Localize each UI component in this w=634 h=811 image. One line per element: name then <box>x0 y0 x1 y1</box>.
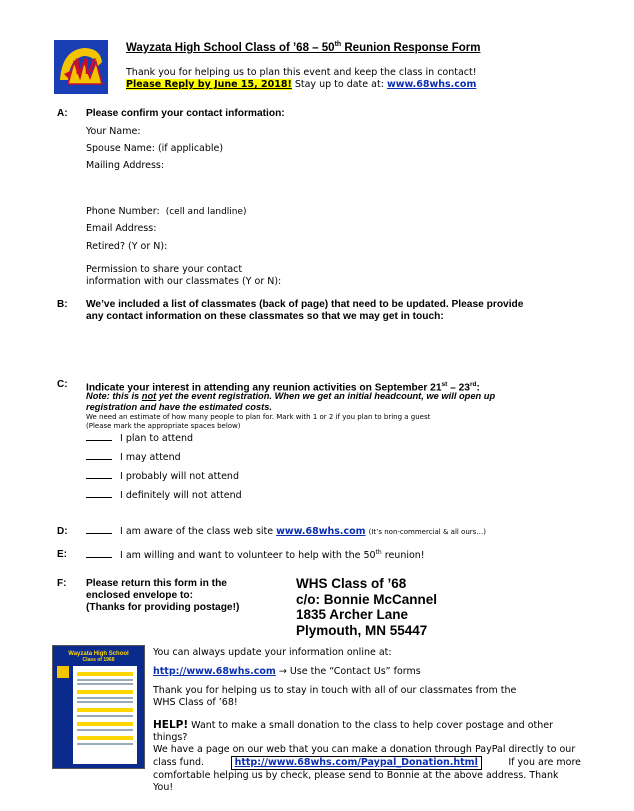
site-url-link[interactable]: http://www.68whs.com <box>153 666 276 677</box>
section-c-estimate: We need an estimate of how many people to plan for. Mark with 1 or 2 if you plan to bring a guest (Please mark the appropriate spaces below) <box>86 413 431 430</box>
help-text: HELP! Want to make a small donation to the class to help cover postage and other things? We have a page on our web that you can make a donation through PayPal directly to our class fund. http://www.68whs.com/Paypal_Donation.html If you are more comfortable helping us by check, please send to Bonnie at the above address. Thank You! <box>153 719 581 793</box>
section-d-letter: D: <box>57 526 68 537</box>
section-c-heading: Indicate your interest in attending any reunion activities on September 21st – 23rd: <box>86 381 480 394</box>
mailing-address-block: WHS Class of ’68 c/o: Bonnie McCannel 1835 Archer Lane Plymouth, MN 55447 <box>296 576 438 638</box>
spouse-name-label: Spouse Name: (if applicable) <box>86 143 224 154</box>
aware-blank[interactable] <box>86 533 112 534</box>
form-title: Wayzata High School Class of ’68 – 50th Reunion Response Form <box>126 41 481 54</box>
phone-number-label: Phone Number: (cell and landline) <box>86 206 247 217</box>
thanks-text: Thank you for helping us to stay in touch with all of our classmates from the WHS Class of ’68! <box>153 685 517 708</box>
paypal-donation-link[interactable]: http://www.68whs.com/Paypal_Donation.html <box>231 756 482 770</box>
attend-option-2[interactable]: I may attend <box>86 452 181 463</box>
section-b-letter: B: <box>57 299 68 310</box>
intro-text: Thank you for helping us to plan this event and keep the class in contact! <box>126 67 477 78</box>
section-a-heading: Please confirm your contact information: <box>86 108 285 119</box>
school-logo <box>54 40 108 94</box>
section-e-text[interactable]: I am willing and want to volunteer to help with the 50th reunion! <box>86 549 425 561</box>
attend-option-1[interactable]: I plan to attend <box>86 433 193 444</box>
update-online-text: You can always update your information online at: <box>153 647 392 658</box>
attend-blank[interactable] <box>86 478 112 479</box>
attend-blank[interactable] <box>86 440 112 441</box>
reply-deadline: Please Reply by June 15, 2018! <box>126 79 292 90</box>
site-link[interactable]: www.68whs.com <box>386 79 477 90</box>
section-f-letter: F: <box>57 578 67 589</box>
mailing-address-label: Mailing Address: <box>86 160 165 171</box>
section-c-letter: C: <box>57 379 68 390</box>
retired-label: Retired? (Y or N): <box>86 241 168 252</box>
attend-blank[interactable] <box>86 497 112 498</box>
section-f-text: Please return this form in the enclosed envelope to: (Thanks for providing postage!) <box>86 578 240 613</box>
attend-option-4[interactable]: I definitely will not attend <box>86 490 242 501</box>
section-d-text[interactable]: I am aware of the class web site www.68whs.com (It’s non-commercial & all ours…) <box>86 526 486 537</box>
section-c-note: Note: this is not yet the event registration. When we get an initial headcount, we will open up registration and have the estimated costs. <box>86 391 496 412</box>
volunteer-blank[interactable] <box>86 557 112 558</box>
thumbnail-title: Wayzata High School <box>68 651 129 657</box>
permission-label: Permission to share your contact information with our classmates (Y or N): <box>86 264 282 287</box>
attend-blank[interactable] <box>86 459 112 460</box>
section-e-letter: E: <box>57 549 67 560</box>
website-thumbnail <box>52 645 145 769</box>
attend-option-3[interactable]: I probably will not attend <box>86 471 239 482</box>
your-name-label: Your Name: <box>86 126 141 137</box>
help-heading: HELP! <box>153 719 189 731</box>
email-address-label: Email Address: <box>86 223 157 234</box>
logo-letter: W <box>74 54 95 79</box>
reply-line: Please Reply by June 15, 2018! Stay up to date at: www.68whs.com <box>126 79 477 90</box>
thumbnail-subtitle: Class of 1968 <box>82 657 115 663</box>
section-b-text: We’ve included a list of classmates (back of page) that need to be updated. Please provide any contact information on these classmates so that we may get in touch: <box>86 299 524 322</box>
site-link-d[interactable]: www.68whs.com <box>276 526 366 537</box>
section-a-letter: A: <box>57 108 68 119</box>
contact-us-line: http://www.68whs.com → Use the “Contact Us” forms <box>153 666 421 677</box>
arrow-icon: → <box>278 666 287 677</box>
